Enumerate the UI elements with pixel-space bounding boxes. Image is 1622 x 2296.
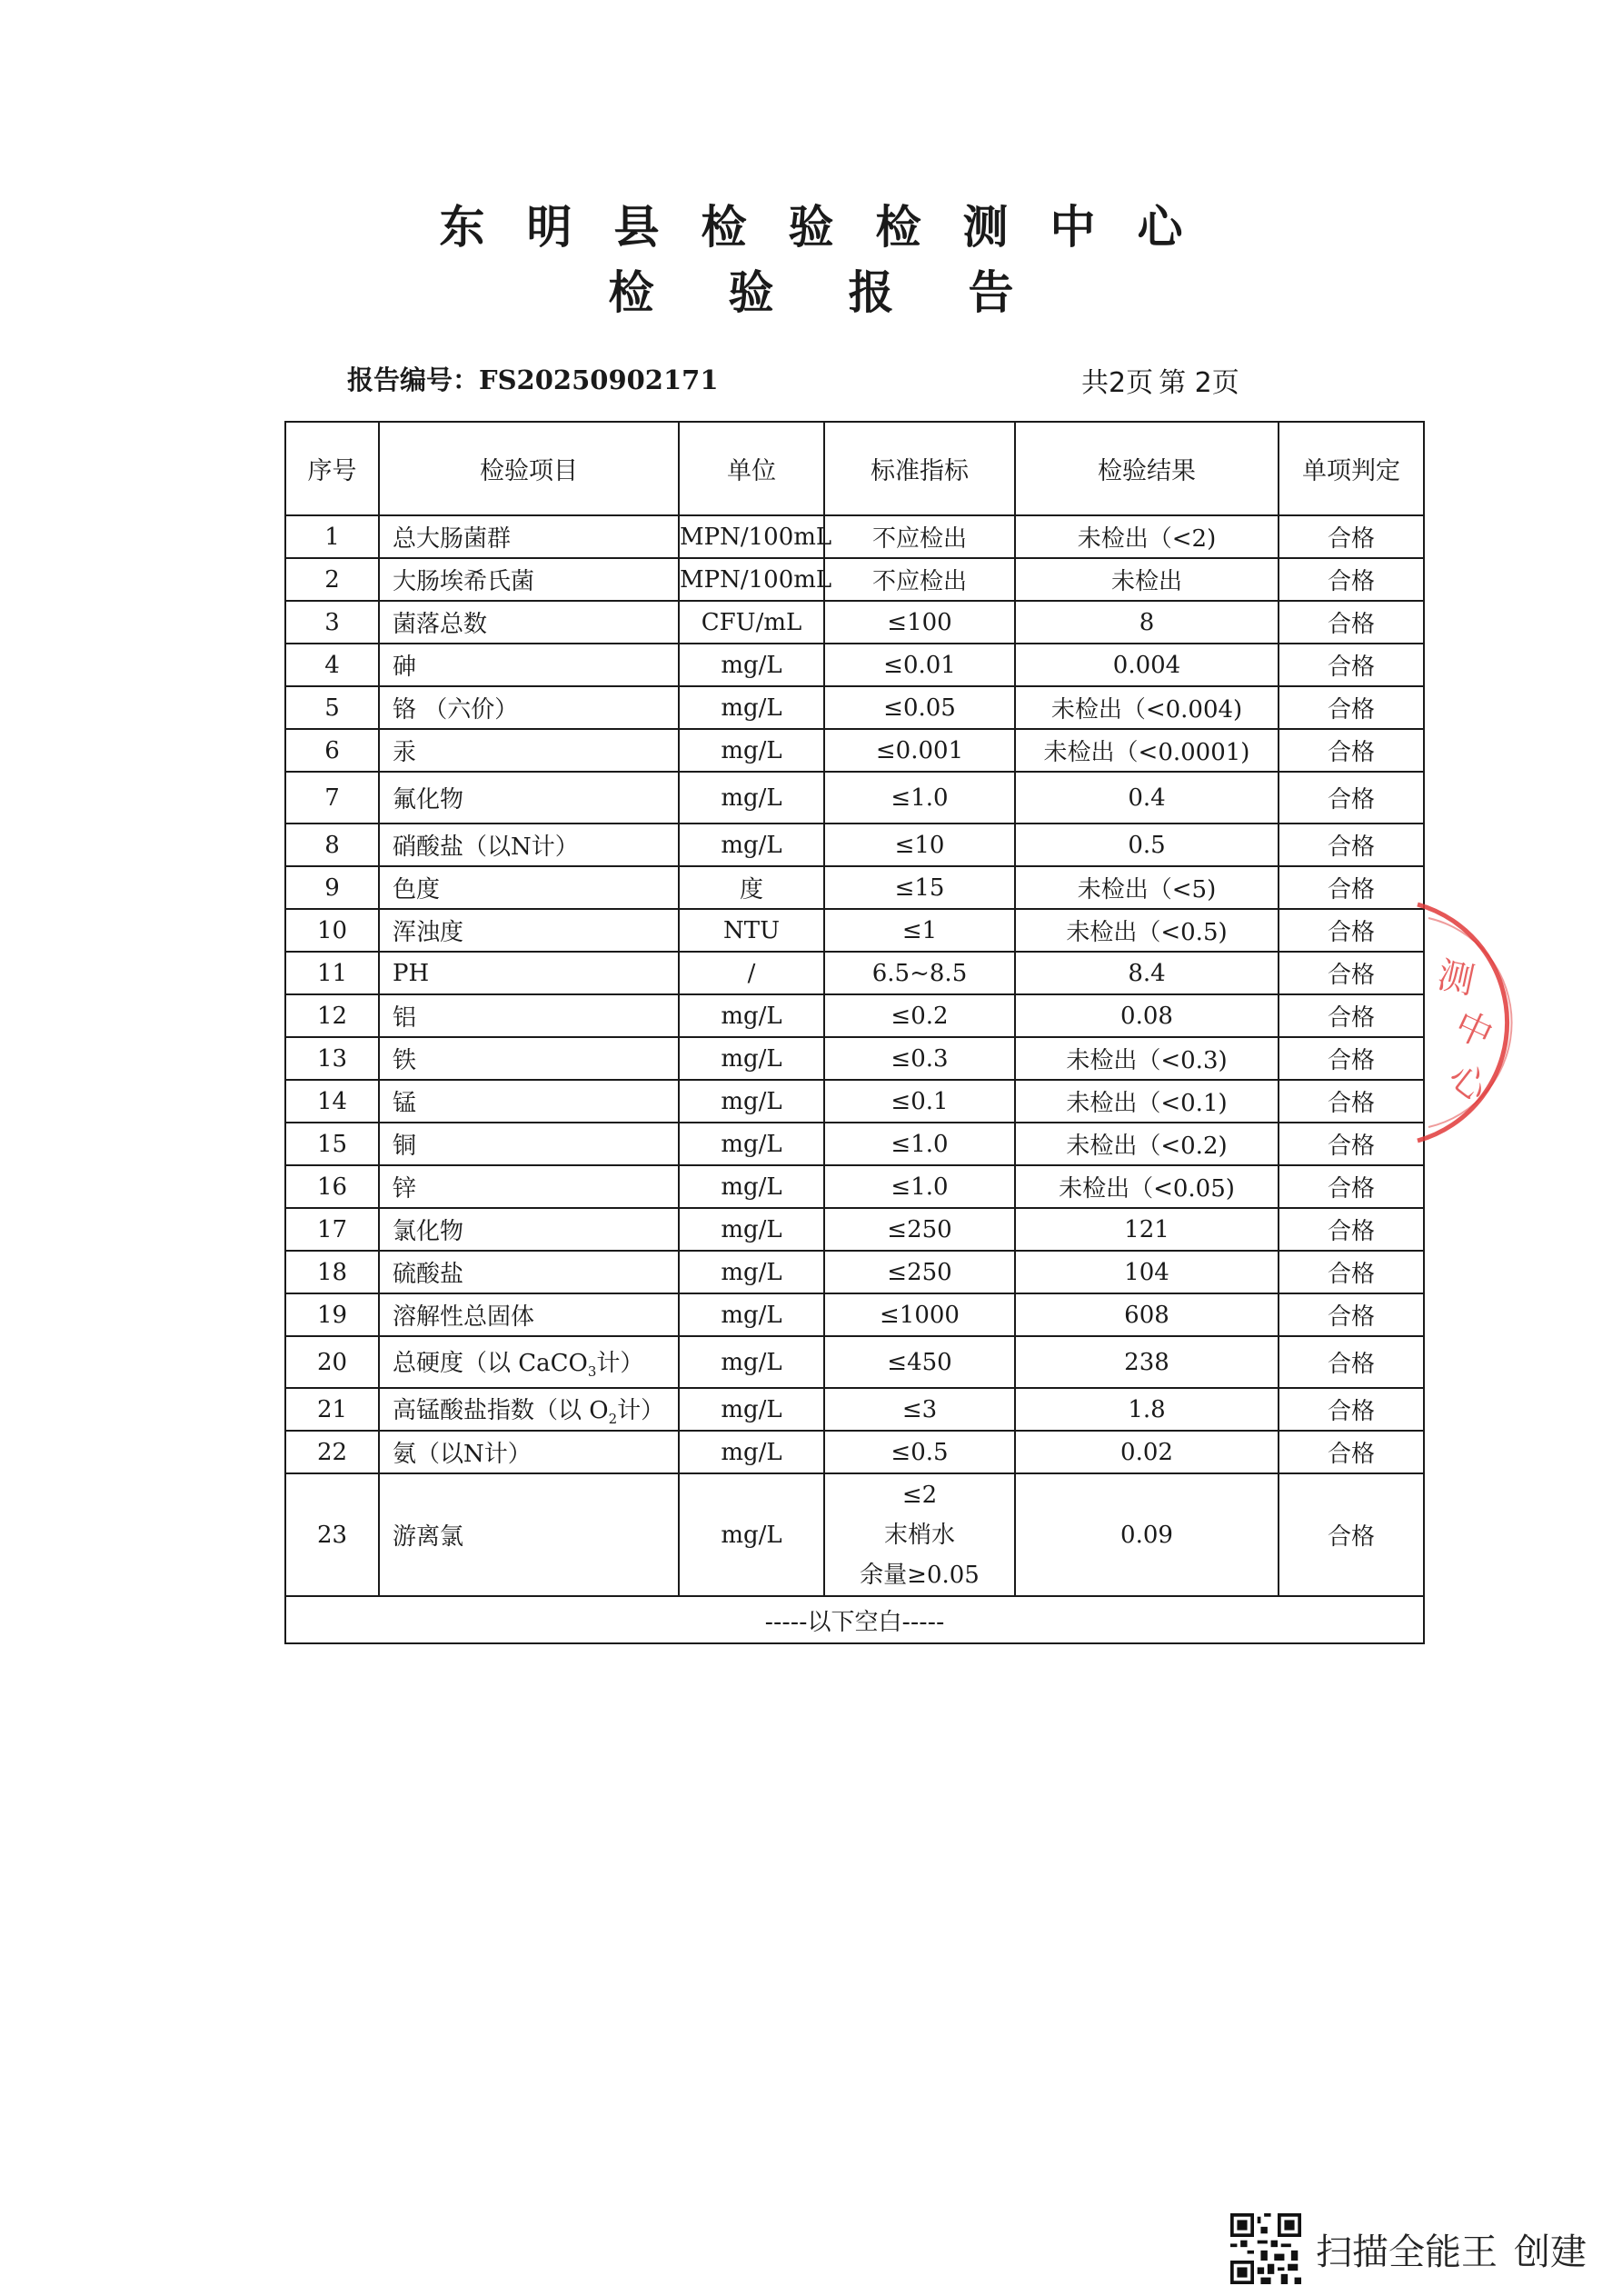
cell-no: 22 xyxy=(285,1431,379,1473)
cell-no: 9 xyxy=(285,866,379,909)
cell-standard: 6.5~8.5 xyxy=(824,952,1015,994)
cell-result: 未检出（<5) xyxy=(1015,866,1279,909)
cell-unit: mg/L xyxy=(679,1165,824,1208)
blank-below-note: -----以下空白----- xyxy=(285,1596,1424,1643)
cell-unit: MPN/100mL xyxy=(679,515,824,558)
cell-item: 大肠埃希氏菌 xyxy=(379,558,679,601)
table-row xyxy=(285,729,1424,772)
cell-item xyxy=(379,1388,679,1431)
cell-unit: mg/L xyxy=(679,1080,824,1123)
cell-item: 硫酸盐 xyxy=(379,1251,679,1293)
table-row xyxy=(285,1165,1424,1208)
cell-no: 13 xyxy=(285,1037,379,1080)
cell-no: 18 xyxy=(285,1251,379,1293)
cell-judgement: 合格 xyxy=(1279,1473,1424,1596)
cell-standard: ≤450 xyxy=(824,1336,1015,1388)
cell-unit: 度 xyxy=(679,866,824,909)
header-judgement: 单项判定 xyxy=(1279,422,1424,515)
cell-result: 未检出（<0.1) xyxy=(1015,1080,1279,1123)
watermark-suffix: 创建 xyxy=(1514,2231,1587,2273)
cell-result: 0.004 xyxy=(1015,644,1279,686)
svg-text:中: 中 xyxy=(1448,1003,1499,1057)
results-table xyxy=(284,421,1425,1644)
cell-item: 氨（以N计） xyxy=(379,1431,679,1473)
cell-judgement: 合格 xyxy=(1279,909,1424,952)
table-row xyxy=(285,866,1424,909)
cell-result: 未检出（<0.3) xyxy=(1015,1037,1279,1080)
cell-standard: ≤10 xyxy=(824,824,1015,866)
cell-item: 铬 （六价） xyxy=(379,686,679,729)
cell-unit: mg/L xyxy=(679,729,824,772)
cell-result: 238 xyxy=(1015,1336,1279,1388)
table-row xyxy=(285,1473,1424,1596)
cell-judgement: 合格 xyxy=(1279,729,1424,772)
cell-standard: ≤1.0 xyxy=(824,1123,1015,1165)
cell-standard: ≤0.01 xyxy=(824,644,1015,686)
cell-standard xyxy=(824,1473,1015,1596)
cell-no: 6 xyxy=(285,729,379,772)
report-number xyxy=(347,360,719,397)
table-row xyxy=(285,1123,1424,1165)
cell-no: 1 xyxy=(285,515,379,558)
header-standard: 标准指标 xyxy=(824,422,1015,515)
cell-item: 氟化物 xyxy=(379,772,679,824)
svg-text:心: 心 xyxy=(1440,1054,1496,1111)
cell-unit: mg/L xyxy=(679,1473,824,1596)
cell-unit: mg/L xyxy=(679,1123,824,1165)
cell-judgement: 合格 xyxy=(1279,866,1424,909)
cell-unit: mg/L xyxy=(679,1431,824,1473)
cell-unit: mg/L xyxy=(679,1293,824,1336)
cell-unit: mg/L xyxy=(679,644,824,686)
cell-unit: mg/L xyxy=(679,1251,824,1293)
cell-unit: NTU xyxy=(679,909,824,952)
cell-standard: ≤100 xyxy=(824,601,1015,644)
svg-text:测: 测 xyxy=(1433,953,1478,1003)
cell-judgement: 合格 xyxy=(1279,952,1424,994)
cell-result: 0.08 xyxy=(1015,994,1279,1037)
cell-no: 21 xyxy=(285,1388,379,1431)
cell-result: 0.5 xyxy=(1015,824,1279,866)
cell-result: 8.4 xyxy=(1015,952,1279,994)
cell-judgement: 合格 xyxy=(1279,1336,1424,1388)
cell-result: 未检出（<0.0001) xyxy=(1015,729,1279,772)
cell-item: 锰 xyxy=(379,1080,679,1123)
table-row xyxy=(285,994,1424,1037)
cell-no: 2 xyxy=(285,558,379,601)
cell-no: 12 xyxy=(285,994,379,1037)
cell-item: 溶解性总固体 xyxy=(379,1293,679,1336)
header-unit: 单位 xyxy=(679,422,824,515)
item-text-suffix: 计） xyxy=(596,1349,644,1377)
item-subscript: 2 xyxy=(608,1411,618,1428)
table-row xyxy=(285,952,1424,994)
cell-judgement: 合格 xyxy=(1279,558,1424,601)
cell-unit: / xyxy=(679,952,824,994)
cell-judgement: 合格 xyxy=(1279,515,1424,558)
table-row xyxy=(285,601,1424,644)
cell-unit: mg/L xyxy=(679,1037,824,1080)
cell-result: 未检出（<0.004) xyxy=(1015,686,1279,729)
cell-judgement: 合格 xyxy=(1279,601,1424,644)
cell-result: 未检出（<2) xyxy=(1015,515,1279,558)
cell-item: 砷 xyxy=(379,644,679,686)
cell-item: 氯化物 xyxy=(379,1208,679,1251)
cell-item: 锌 xyxy=(379,1165,679,1208)
table-row xyxy=(285,686,1424,729)
cell-judgement: 合格 xyxy=(1279,1080,1424,1123)
standard-line: ≤2 xyxy=(901,1481,938,1509)
cell-no: 4 xyxy=(285,644,379,686)
cell-no: 19 xyxy=(285,1293,379,1336)
cell-standard: ≤1000 xyxy=(824,1293,1015,1336)
cell-result: 104 xyxy=(1015,1251,1279,1293)
item-text: 总硬度（以 CaCO xyxy=(393,1349,588,1377)
table-row xyxy=(285,772,1424,824)
cell-judgement: 合格 xyxy=(1279,1037,1424,1080)
cell-judgement: 合格 xyxy=(1279,1123,1424,1165)
cell-unit: MPN/100mL xyxy=(679,558,824,601)
cell-no: 23 xyxy=(285,1473,379,1596)
report-title: 检验报告 xyxy=(608,266,1089,319)
cell-item: 铁 xyxy=(379,1037,679,1080)
cell-result: 0.02 xyxy=(1015,1431,1279,1473)
cell-result: 0.09 xyxy=(1015,1473,1279,1596)
cell-no: 3 xyxy=(285,601,379,644)
cell-item: 色度 xyxy=(379,866,679,909)
table-footer-row xyxy=(285,1596,1424,1643)
cell-result: 未检出（<0.2) xyxy=(1015,1123,1279,1165)
page-current: 第 2页 xyxy=(1159,367,1239,399)
table-row xyxy=(285,1037,1424,1080)
cell-standard: ≤0.1 xyxy=(824,1080,1015,1123)
table-row xyxy=(285,824,1424,866)
table-row xyxy=(285,1208,1424,1251)
cell-item: 铜 xyxy=(379,1123,679,1165)
cell-standard: 不应检出 xyxy=(824,515,1015,558)
cell-result: 未检出（<0.05) xyxy=(1015,1165,1279,1208)
cell-judgement: 合格 xyxy=(1279,1208,1424,1251)
cell-standard: ≤0.3 xyxy=(824,1037,1015,1080)
cell-unit: mg/L xyxy=(679,1336,824,1388)
cell-item: 铝 xyxy=(379,994,679,1037)
org-title: 东明县检验检测中心 xyxy=(439,201,1225,254)
cell-standard: ≤0.001 xyxy=(824,729,1015,772)
qr-code-icon xyxy=(1230,2213,1301,2284)
header-item: 检验项目 xyxy=(379,422,679,515)
cell-standard: ≤15 xyxy=(824,866,1015,909)
cell-judgement: 合格 xyxy=(1279,1388,1424,1431)
cell-judgement: 合格 xyxy=(1279,1293,1424,1336)
cell-judgement: 合格 xyxy=(1279,772,1424,824)
table-row xyxy=(285,909,1424,952)
cell-no: 7 xyxy=(285,772,379,824)
header-result: 检验结果 xyxy=(1015,422,1279,515)
cell-judgement: 合格 xyxy=(1279,1165,1424,1208)
table-row xyxy=(285,644,1424,686)
cell-item: 总大肠菌群 xyxy=(379,515,679,558)
cell-item: 游离氯 xyxy=(379,1473,679,1596)
standard-line: 末梢水 xyxy=(883,1521,955,1549)
cell-standard: ≤250 xyxy=(824,1251,1015,1293)
cell-standard: ≤1.0 xyxy=(824,772,1015,824)
cell-result: 8 xyxy=(1015,601,1279,644)
cell-result: 未检出（<0.5) xyxy=(1015,909,1279,952)
cell-no: 8 xyxy=(285,824,379,866)
table-row xyxy=(285,558,1424,601)
pages-total: 共2页 xyxy=(1081,367,1154,399)
cell-unit: mg/L xyxy=(679,686,824,729)
cell-no: 5 xyxy=(285,686,379,729)
cell-no: 15 xyxy=(285,1123,379,1165)
cell-result: 608 xyxy=(1015,1293,1279,1336)
cell-unit: mg/L xyxy=(679,994,824,1037)
cell-judgement: 合格 xyxy=(1279,644,1424,686)
cell-item: 菌落总数 xyxy=(379,601,679,644)
cell-judgement: 合格 xyxy=(1279,686,1424,729)
cell-result: 121 xyxy=(1015,1208,1279,1251)
cell-standard: ≤1 xyxy=(824,909,1015,952)
page-indicator xyxy=(1081,360,1245,400)
header-no: 序号 xyxy=(285,422,379,515)
watermark-text: 扫描全能王 xyxy=(1316,2231,1498,2273)
cell-result: 1.8 xyxy=(1015,1388,1279,1431)
cell-judgement: 合格 xyxy=(1279,1251,1424,1293)
cell-judgement: 合格 xyxy=(1279,1431,1424,1473)
item-text: 高锰酸盐指数（以 O xyxy=(393,1396,609,1424)
cell-no: 11 xyxy=(285,952,379,994)
cell-standard: ≤1.0 xyxy=(824,1165,1015,1208)
table-row xyxy=(285,1431,1424,1473)
report-number-label: 报告编号： xyxy=(347,364,480,395)
cell-unit: mg/L xyxy=(679,772,824,824)
table-row xyxy=(285,1336,1424,1388)
cell-item: 汞 xyxy=(379,729,679,772)
cell-standard: ≤250 xyxy=(824,1208,1015,1251)
cell-item xyxy=(379,1336,679,1388)
cell-judgement: 合格 xyxy=(1279,994,1424,1037)
cell-item: 浑浊度 xyxy=(379,909,679,952)
table-row xyxy=(285,515,1424,558)
cell-judgement: 合格 xyxy=(1279,824,1424,866)
cell-no: 10 xyxy=(285,909,379,952)
cell-standard: ≤0.05 xyxy=(824,686,1015,729)
cell-standard: ≤0.5 xyxy=(824,1431,1015,1473)
cell-item: PH xyxy=(379,952,679,994)
item-text-suffix: 计） xyxy=(617,1396,665,1424)
cell-item: 硝酸盐（以N计） xyxy=(379,824,679,866)
scanner-watermark xyxy=(1230,2213,1587,2284)
cell-unit: mg/L xyxy=(679,824,824,866)
report-number-value: FS20250902171 xyxy=(479,364,719,395)
cell-no: 17 xyxy=(285,1208,379,1251)
standard-line: 余量≥0.05 xyxy=(860,1561,980,1589)
cell-no: 20 xyxy=(285,1336,379,1388)
cell-standard: ≤0.2 xyxy=(824,994,1015,1037)
item-subscript: 3 xyxy=(587,1363,597,1381)
table-row xyxy=(285,1388,1424,1431)
table-row xyxy=(285,1080,1424,1123)
cell-standard: ≤3 xyxy=(824,1388,1015,1431)
table-header-row xyxy=(285,422,1424,515)
cell-no: 16 xyxy=(285,1165,379,1208)
cell-unit: mg/L xyxy=(679,1208,824,1251)
cell-unit: mg/L xyxy=(679,1388,824,1431)
cell-result: 0.4 xyxy=(1015,772,1279,824)
cell-no: 14 xyxy=(285,1080,379,1123)
cell-result: 未检出 xyxy=(1015,558,1279,601)
table-row xyxy=(285,1293,1424,1336)
table-row xyxy=(285,1251,1424,1293)
cell-standard: 不应检出 xyxy=(824,558,1015,601)
cell-unit: CFU/mL xyxy=(679,601,824,644)
